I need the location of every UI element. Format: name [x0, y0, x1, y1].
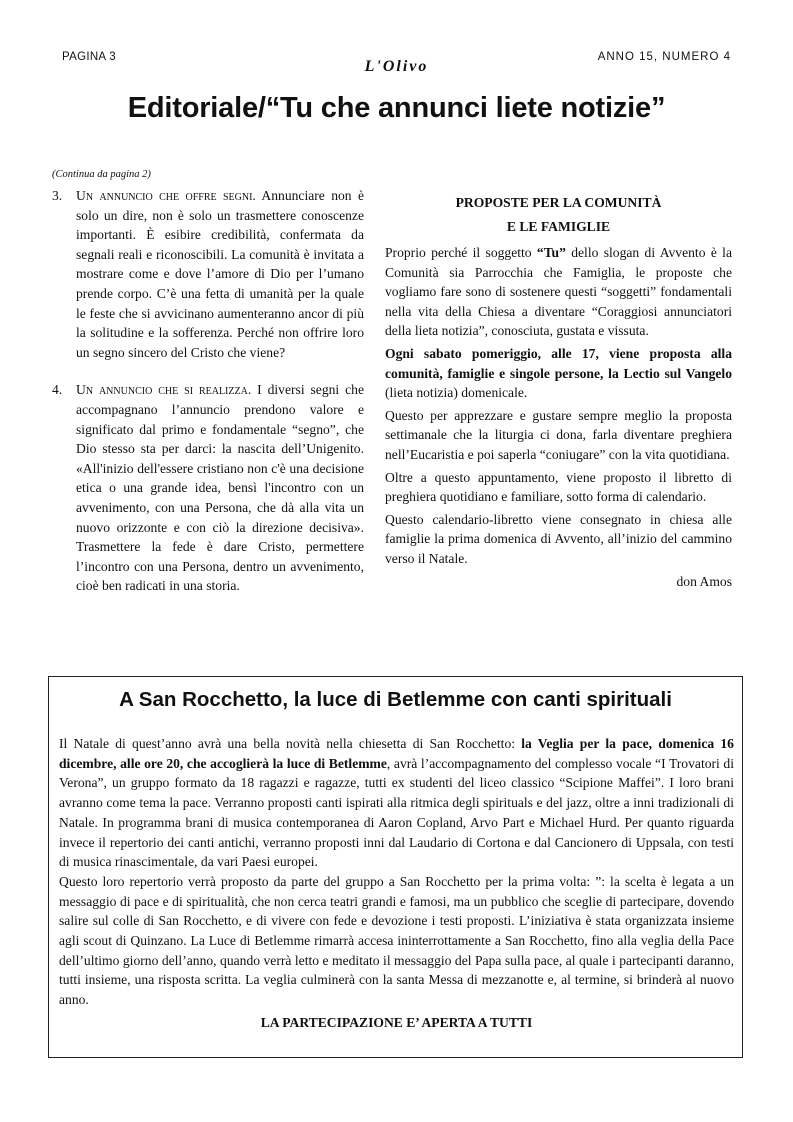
event-title: A San Rocchetto, la luce di Betlemme con canti spirituali — [119, 688, 672, 711]
paragraph-text: , avrà l’accompagnamento del complesso vocale “I Trovatori di Verona”, un gruppo formato da 18 ragazzi e ragazze, tutti ex studenti del liceo classico “Scipione Maffei”. I loro brani avranno come tema la pace. Verranno proposti canti ispirati alla ritmica degli spirituals e del jazz, oltre a inni tradizionali di Natale. In programma brani di musica contemporanea di Aaron Copland, Arvo Part e Michael Hurd. Per quanto riguarda invece il repertorio dei canti antichi, verranno proposti inni dal Laudario di Cortona e dal Cancionero di Uppsala, con testi di musica rinascimentale, da vari Paesi europei. — [59, 755, 734, 870]
paragraph-text: dello slogan di Avvento è la Comunità sia Parrocchia che Famiglia, le proposte che vogliamo fare sono di sostenere questi “soggetti” fondamentali nella vita della Chiesa a diventare “Coraggiosi annunciatori della lieta notizia”, conosciuta, gustata e vissuta. — [385, 245, 732, 339]
item-text — [76, 186, 364, 362]
right-column — [385, 191, 732, 591]
proposals-heading-line1: PROPOSTE PER LA COMUNITÀ — [455, 195, 662, 210]
item-heading: Un annuncio che offre segni — [76, 188, 253, 203]
editorial-title: Editoriale/“Tu che annunci liete notizie” — [127, 92, 666, 124]
item-number: 4. — [52, 382, 63, 398]
item-heading: Un annuncio che si realizza — [76, 382, 248, 398]
masthead-title: L'Olivo — [364, 58, 429, 75]
paragraph-bold: la Veglia per la pace, domenica 16 dicembre, alle ore 20, che accoglierà la luce di Betlemme — [59, 736, 734, 771]
continued-note: (Continua da pagina 2) — [52, 169, 151, 180]
proposals-heading-line2: E LE FAMIGLIE — [506, 219, 611, 234]
event-box — [48, 676, 743, 1058]
list-item — [52, 380, 364, 596]
list-item — [52, 186, 364, 362]
paragraph: Questo loro repertorio verrà proposto da parte del gruppo a San Rocchetto per la prima volta: ”: la scelta è legata a un messaggio di pace e di spiritualità, che non cerca teatri grandi e famosi, ma un pubblico che sceglie di partecipare, dovendo salire sul colle di San Rocchetto, e di vivere con fede e devozione i testi proposti. L’iniziativa è stata organizzata insieme agli scout di Quinzano. La Luce di Betlemme rimarrà accesa ininterrottamente a San Rocchetto, fino alla veglia della Pace dell’ultimo giorno dell’anno, quando verrà letto e meditato il messaggio del Papa sulla pace, al quale i partecipanti daranno, tutti insieme, una risposta scritta. La veglia culminerà con la santa Messa di mezzanotte e, al termine, si brinderà al nuovo anno. — [59, 873, 734, 1008]
paragraph: Questo per apprezzare e gustare sempre meglio la proposta settimanale che la liturgia ci dona, farla diventare preghiera nell’Eucaristia e poi saperla “coniugare” con la vita quotidiana. — [385, 407, 732, 462]
paragraph — [385, 243, 732, 341]
event-footer: LA PARTECIPAZIONE E’ APERTA A TUTTI — [260, 1014, 533, 1030]
item-body: . I diversi segni che accompagnano l’annuncio prendono valore e significato dal primo e fondamentale “segno”, che Dio stesso sta per darci: la nascita dell’Unigenito. «All'inizio dell'essere cristiano non c'è una decisione etica o una grande idea, bensì l'incontro con un avvenimento, con una Persona, che dà alla vita un nuovo orizzonte e con ciò la direzione decisiva». Trasmettere la fede è dare Cristo, permettere l’incontro con una Persona, dentro un avvenimento, cioè ben radicati in una storia. — [76, 382, 364, 594]
paragraph: Oltre a questo appuntamento, viene proposto il libretto di preghiera quotidiano e familiare, sotto forma di calendario. — [385, 469, 732, 505]
paragraph-bold: “Tu” — [536, 245, 566, 260]
item-body: . Annunciare non è solo un dire, non è solo un trasmettere conoscenze importanti. È esibire credibilità, confermata da segnali reali e riconoscibili. La comunità è invitata a mostrare come e dove l’amore di Dio per l’umano prende corpo. C’è una fetta di umanità per la quale le feste che si avvicinano aumenteranno ancor di più la solitudine e la sofferenza. Perché non offrire loro un segno sincero del Cristo che viene? — [76, 188, 364, 360]
event-body — [59, 734, 734, 1033]
left-column — [52, 186, 364, 614]
paragraph: Questo calendario-libretto viene consegnato in chiesa alle famiglie la prima domenica di Avvento, all’inizio del cammino verso il Natale. — [385, 511, 732, 566]
paragraph-bold: Ogni sabato pomeriggio, alle 17, viene proposta alla comunità, famiglie e singole persone, la Lectio sul Vangelo — [385, 345, 732, 381]
paragraph-text: Proprio perché il soggetto — [385, 245, 537, 260]
paragraph — [59, 734, 734, 872]
paragraph-text: Il Natale di quest’anno avrà una bella novità nella chiesetta di San Rocchetto: — [59, 736, 522, 751]
paragraph-text: (lieta notizia) domenicale. — [385, 385, 528, 401]
item-text — [76, 380, 364, 596]
item-number: 3. — [52, 188, 63, 203]
signature: don Amos — [676, 573, 732, 589]
proposals-heading — [385, 191, 732, 239]
page-number: PAGINA 3 — [62, 51, 116, 63]
paragraph — [385, 344, 732, 403]
issue-number: ANNO 15, NUMERO 4 — [597, 51, 731, 63]
